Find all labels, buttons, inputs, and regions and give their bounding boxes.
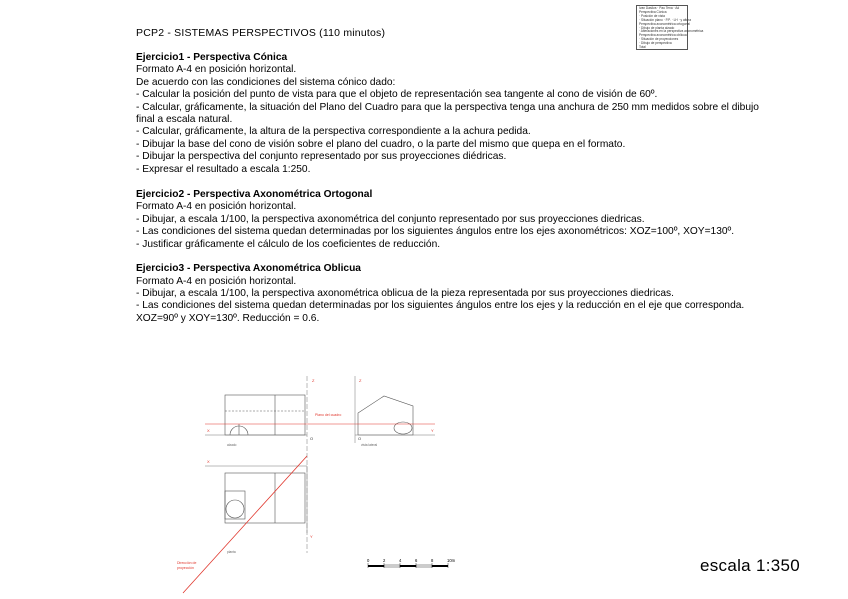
exercise-line: - Las condiciones del sistema quedan determinadas por los siguientes ángulos entre los ejes y la reducción en el eje que corresponda. XOZ=90º y XOY=130º. Reducción = 0.6. bbox=[136, 300, 745, 324]
grading-stamp bbox=[636, 5, 704, 50]
exercise-line: - Las condiciones del sistema quedan determinadas por los siguientes ángulos entre los ejes axonométricos: XOZ=100º, XOY=130º. bbox=[136, 226, 735, 238]
plan-view-label: planta bbox=[227, 550, 236, 554]
exercise-line: - Expresar el resultado a escala 1:250. bbox=[136, 163, 311, 175]
exercise-line: - Dibujar la perspectiva del conjunto representado por sus proyecciones diédricas. bbox=[136, 151, 507, 163]
exercise-line: - Calcular, gráficamente, la altura de la perspectiva correspondiente a la achura pedida. bbox=[136, 126, 531, 138]
exercise-block bbox=[136, 189, 776, 251]
direction-label-1: Dirección de bbox=[177, 561, 197, 565]
exercise-line: Formato A-4 en posición horizontal. bbox=[136, 64, 297, 76]
scale-bar-segment-4 bbox=[416, 565, 432, 567]
side-view bbox=[358, 396, 413, 435]
projection-direction-line bbox=[183, 456, 307, 593]
stamp-row: · Dibujo de planta alzado bbox=[639, 25, 675, 30]
scale-bar-segment-1 bbox=[368, 565, 384, 567]
plan-view-circle bbox=[226, 500, 244, 518]
exercise-list bbox=[136, 52, 776, 338]
stamp-row: Perspectiva axonométrica oblicua bbox=[639, 33, 687, 38]
stamp-row: · Dibujo de perspectiva bbox=[639, 41, 672, 46]
front-view bbox=[225, 395, 305, 435]
stamp-row: Perspectiva Cónica bbox=[639, 9, 667, 14]
side-view-outline bbox=[358, 396, 413, 435]
axis-z-label-side: Z bbox=[359, 378, 362, 383]
axis-o-label: O bbox=[310, 436, 314, 441]
front-view-label: alzado bbox=[227, 443, 237, 447]
plan-view bbox=[225, 473, 305, 523]
plane-label: Plano del cuadro bbox=[315, 413, 342, 417]
scale-tick-label: 10m bbox=[447, 558, 456, 563]
axis-x-label: X bbox=[207, 428, 210, 433]
exercise-block bbox=[136, 52, 776, 176]
exercise-line: - Dibujar, a escala 1/100, la perspectiva axonométrica oblicua de la pieza representada por sus proyecciones diedricas. bbox=[136, 287, 674, 299]
scale-tick-label: 6 bbox=[415, 558, 418, 563]
axis-y-label-plan: Y bbox=[310, 534, 313, 539]
exercise-line: - Calcular la posición del punto de vista para que el objeto de representación sea tangente al cono de visión de 60º. bbox=[136, 89, 658, 101]
stamp-row: Perspectiva axonométrica ortogonal bbox=[639, 21, 690, 26]
side-view-label: vista lateral bbox=[361, 443, 378, 447]
axis-y-label: Y bbox=[431, 428, 434, 433]
plan-view-outline bbox=[225, 473, 305, 523]
exercise-line: De acuerdo con las condiciones del sistema cónico dado: bbox=[136, 76, 396, 88]
stamp-row: · Posición de vista bbox=[639, 13, 665, 18]
exercise-title: Ejercicio3 - Perspectiva Axonométrica Oblicua bbox=[136, 263, 361, 275]
scale-bar bbox=[366, 557, 461, 573]
stamp-row: Ivan Dasilva · Pau Tena · Ad bbox=[639, 6, 680, 10]
scale-tick-label: 8 bbox=[431, 558, 434, 563]
stamp-row: · Situación de proyecciones bbox=[639, 37, 679, 42]
axis-z-label: Z bbox=[312, 378, 315, 383]
exercise-title: Ejercicio1 - Perspectiva Cónica bbox=[136, 52, 288, 63]
scale-tick-label: 0 bbox=[367, 558, 370, 563]
stamp-row: · Situación plano · P.P. · LH · y altura bbox=[639, 17, 691, 22]
direction-label-2: proyección bbox=[177, 566, 194, 570]
page-title: PCP2 - SISTEMAS PERSPECTIVOS (110 minutos) bbox=[136, 27, 386, 39]
front-view-outline bbox=[225, 395, 305, 435]
exercise-line: - Justificar gráficamente el cálculo de los coeficientes de reducción. bbox=[136, 238, 441, 250]
scale-tick-label: 4 bbox=[399, 558, 402, 563]
exercise-title: Ejercicio2 - Perspectiva Axonométrica Ortogonal bbox=[136, 189, 373, 201]
exercise-line: Formato A-4 en posición horizontal. bbox=[136, 201, 297, 213]
exercise-line: - Dibujar, a escala 1/100, la perspectiva axonométrica del conjunto representado por sus proyecciones diedricas. bbox=[136, 213, 645, 225]
exercise-line: Formato A-4 en posición horizontal. bbox=[136, 275, 297, 287]
drawing-labels bbox=[177, 378, 434, 570]
drawing-scale-label: escala 1:350 bbox=[700, 556, 801, 575]
axis-o-label-side: O bbox=[358, 436, 362, 441]
stamp-row: · Alteraciones en la perspectiva axonométrica bbox=[639, 29, 704, 34]
scale-bar-segment-2 bbox=[384, 565, 400, 567]
exercise-block bbox=[136, 263, 776, 325]
axis-x-label-plan: X bbox=[207, 459, 210, 464]
exercise-line: - Dibujar la base del cono de visión sobre el plano del cuadro, o la parte del mismo que quepa en el formato. bbox=[136, 138, 626, 150]
scale-bar-segment-3 bbox=[400, 565, 416, 567]
scale-tick-label: 2 bbox=[383, 558, 386, 563]
stamp-row: Total bbox=[639, 45, 646, 50]
exercise-line: - Calcular, gráficamente, la situación del Plano del Cuadro para que la perspectiva tenga una anchura de 250 mm medidos sobre el dibujo final a escala natural. bbox=[136, 101, 759, 126]
scale-bar-segment-5 bbox=[432, 565, 448, 567]
